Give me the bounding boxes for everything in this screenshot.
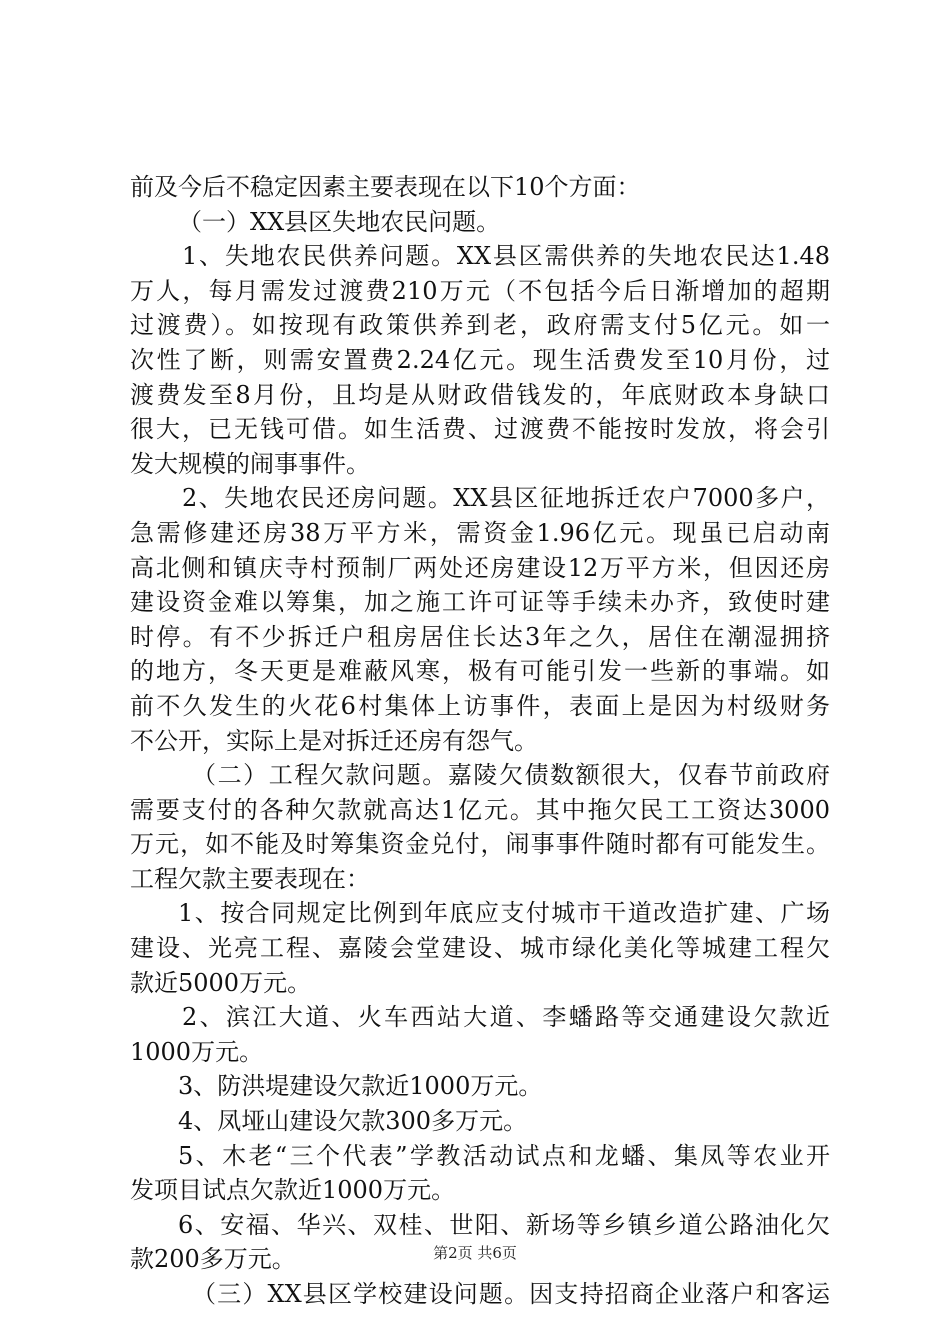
text-line: 5、木老“三个代表”学教活动试点和龙蟠、集凤等农业开	[178, 1141, 830, 1170]
text-line: 渡费发至8月份，且均是从财政借钱发的，年底财政本身缺口	[130, 380, 830, 409]
text-line: 发大规模的闹事事件。	[130, 449, 370, 478]
text-line: 前及今后不稳定因素主要表现在以下10个方面：	[130, 173, 641, 201]
text-line: 1、失地农民供养问题。XX县区需供养的失地农民达1.48	[182, 242, 830, 271]
text-line: （二）工程欠款问题。嘉陵欠债数额很大，仅春节前政府	[192, 761, 830, 790]
text-line: 款近5000万元。	[130, 968, 312, 997]
text-line: 急需修建还房38万平方米，需资金1.96亿元。现虽已启动南	[130, 518, 830, 547]
text-line: 工程欠款主要表现在：	[130, 864, 370, 893]
document-body	[130, 170, 830, 1312]
text-line: 2、滨江大道、火车西站大道、李蟠路等交通建设欠款近	[182, 1003, 830, 1032]
page-footer: 第2页 共6页	[433, 1244, 517, 1262]
text-line: 万元，如不能及时筹集资金兑付，闹事事件随时都有可能发生。	[130, 830, 830, 859]
text-line: 很大，已无钱可借。如生活费、过渡费不能按时发放，将会引	[130, 415, 830, 444]
text-line: 款200多万元。	[130, 1245, 296, 1274]
text-line: 4、凤垭山建设欠款300多万元。	[178, 1107, 528, 1136]
text-line: 过渡费）。如按现有政策供养到老，政府需支付5亿元。如一	[130, 311, 830, 340]
text-line: 需要支付的各种欠款就高达1亿元。其中拖欠民工工资达3000	[130, 795, 830, 824]
text-line: 高北侧和镇庆寺村预制厂两处还房建设12万平方米，但因还房	[130, 553, 830, 582]
text-line: 次性了断，则需安置费2.24亿元。现生活费发至10月份，过	[130, 345, 830, 374]
text-line: （一）XX县区失地农民问题。	[178, 207, 501, 236]
text-line: 前不久发生的火花6村集体上访事件，表面上是因为村级财务	[130, 691, 830, 720]
text-line: 2、失地农民还房问题。XX县区征地拆迁农户7000多户，	[182, 484, 830, 513]
text-line: （三）XX县区学校建设问题。因支持招商企业落户和客运	[192, 1280, 830, 1308]
text-line: 1、按合同规定比例到年底应支付城市干道改造扩建、广场	[178, 899, 830, 928]
text-line: 时停。有不少拆迁户租房居住长达3年之久，居住在潮湿拥挤	[130, 622, 830, 651]
text-line: 发项目试点欠款近1000万元。	[130, 1176, 456, 1205]
text-line: 的地方，冬天更是难蔽风寒，极有可能引发一些新的事端。如	[130, 657, 830, 686]
text-line: 3、防洪堤建设欠款近1000万元。	[178, 1072, 543, 1101]
text-line: 万人，每月需发过渡费210万元（不包括今后日渐增加的超期	[130, 276, 830, 305]
text-line: 6、安福、华兴、双桂、世阳、新场等乡镇乡道公路油化欠	[178, 1210, 830, 1239]
text-line: 建设、光亮工程、嘉陵会堂建设、城市绿化美化等城建工程欠	[130, 934, 830, 963]
text-line: 不公开，实际上是对拆迁还房有怨气。	[130, 726, 538, 755]
text-line: 建设资金难以筹集，加之施工许可证等手续未办齐，致使时建	[130, 588, 830, 617]
text-line: 1000万元。	[130, 1037, 264, 1066]
